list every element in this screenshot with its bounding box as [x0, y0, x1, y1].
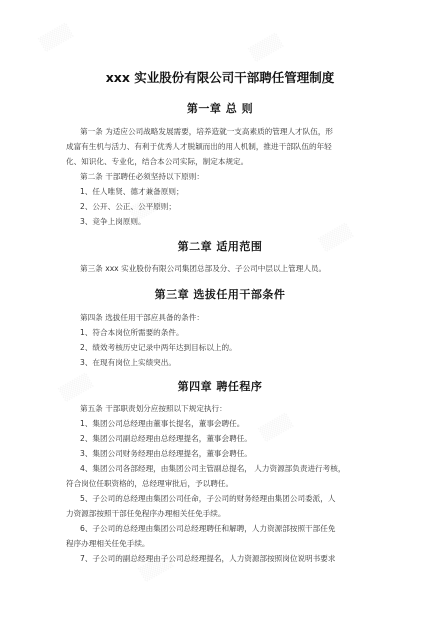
chapter-heading-4: 第四章 聘任程序 — [177, 380, 263, 393]
article-3-line: 第三条 xxx 实业股份有限公司集团总部及分、子公司中层以上管理人员。 — [80, 264, 327, 273]
chapter-heading-2: 第二章 适用范围 — [177, 240, 263, 253]
condition-1: 1、符合本岗位所需要的条件。 — [80, 328, 184, 337]
principle-2: 2、公开、公正、公平原则； — [80, 202, 176, 211]
procedure-2: 2、集团公司副总经理由总经理提名，董事会聘任。 — [80, 434, 252, 443]
procedure-1: 1、集团公司总经理由董事长提名，董事会聘任。 — [80, 419, 245, 428]
article-1-line-1: 第一条 为适应公司战略发展需要，培养造就一支高素质的管理人才队伍，形 — [80, 127, 334, 136]
condition-3: 3、在现有岗位上实绩突出。 — [80, 358, 176, 367]
procedure-7-line-1: 7、子公司的副总经理由子公司总经理提名，人力资源部按照岗位说明书要求 — [80, 554, 336, 563]
procedure-4-line-2: 符合岗位任职资格的，总经理审批后，予以聘任。 — [66, 479, 234, 488]
article-5-line: 第五条 干部职责划分应按照以下规定执行： — [80, 404, 227, 413]
procedure-4-line-1: 4、集团公司各部经理，由集团公司主管副总提名， 人力资源部负责进行考核， — [80, 464, 346, 473]
procedure-6-line-2: 程序办理相关任免手续。 — [66, 539, 150, 548]
document-title: xxx 实业股份有限公司干部聘任管理制度 — [105, 70, 335, 85]
article-4-line: 第四条 选拔任用干部应具备的条件： — [80, 313, 204, 322]
procedure-6-line-1: 6、子公司的总经理由集团公司总经理聘任和解聘，人力资源部按照干部任免 — [80, 524, 336, 533]
procedure-5-line-2: 力资源部按照干部任免程序办理相关任免手续。 — [66, 509, 226, 518]
chapter-heading-1: 第一章 总 则 — [186, 102, 254, 115]
principle-3: 3、竞争上岗原则。 — [80, 217, 146, 226]
procedure-5-line-1: 5、子公司的总经理由集团公司任命，子公司的财务经理由集团公司委派，人 — [80, 494, 336, 503]
watermark — [258, 413, 294, 443]
article-1-line-3: 化、知识化、专业化，结合本公司实际，制定本规定。 — [66, 157, 249, 166]
watermark — [38, 23, 74, 53]
chapter-heading-3: 第三章 选拔任用干部条件 — [154, 288, 286, 301]
condition-2: 2、绩效考核历史记录中两年达到目标以上的。 — [80, 343, 237, 352]
procedure-3: 3、集团公司财务经理由总经理提名，董事会聘任。 — [80, 449, 252, 458]
watermark — [248, 33, 284, 63]
principle-1: 1、任人唯贤、德才兼备原则； — [80, 187, 184, 196]
article-1-line-2: 成富有生机与活力、有利于优秀人才脱颖而出的用人机制，推进干部队伍的年轻 — [66, 142, 332, 151]
article-2-line: 第二条 干部聘任必须坚持以下原则： — [80, 172, 204, 181]
